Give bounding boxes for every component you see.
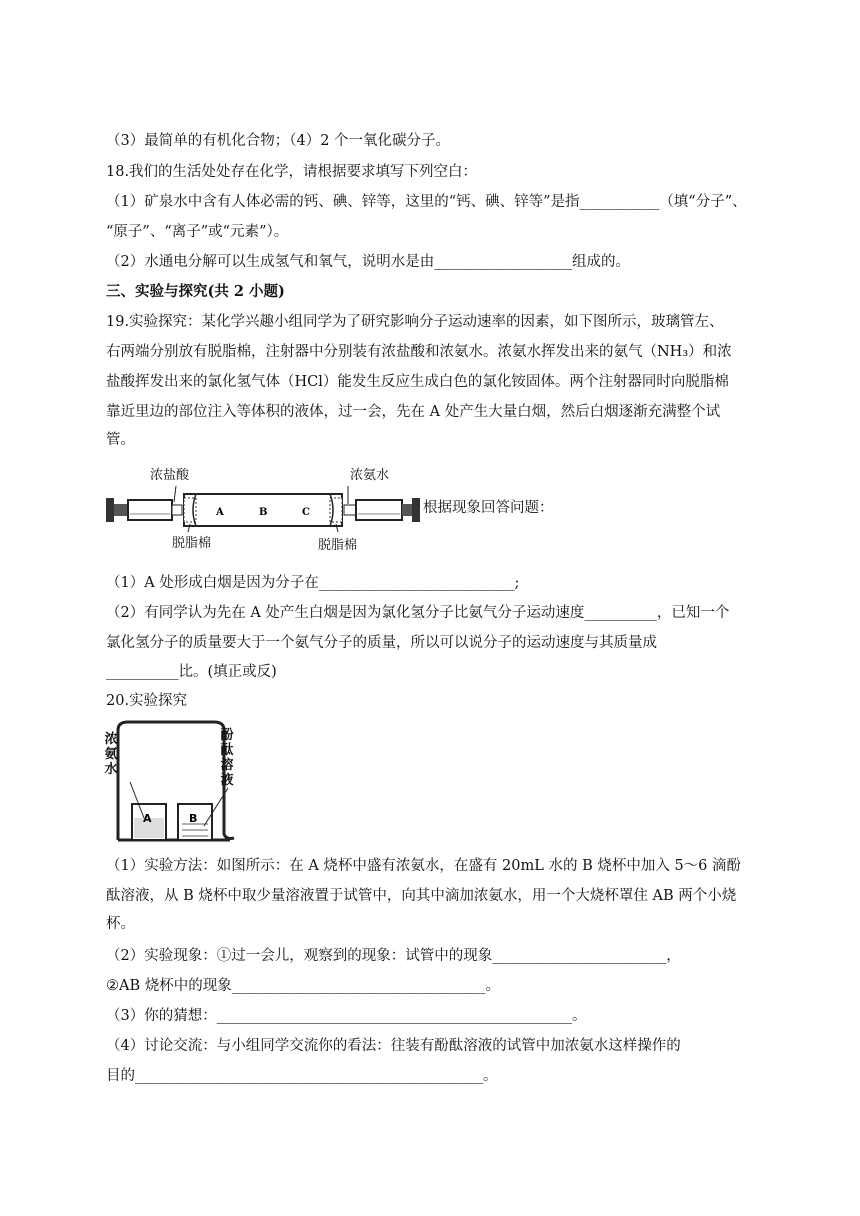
label-char: 浓: [104, 732, 118, 747]
tube-label-a: A: [216, 507, 224, 518]
right-plunger-end: [412, 498, 420, 522]
tube-label-c: C: [302, 507, 310, 518]
label-concentrated-hcl: 浓盐酸: [150, 468, 190, 483]
label-char: 溶: [220, 758, 234, 773]
text-line: （3）你的猜想：_________________________________________________。: [106, 1008, 587, 1024]
question-19-title: 19.实验探究：某化学兴趣小组同学为了研究影响分子运动速率的因素，如下图所示，玻璃管左、: [106, 314, 724, 330]
section-heading: 三、实验与探究(共 2 小题): [106, 283, 285, 300]
text-line: ②AB 烧杯中的现象___________________________________。: [106, 978, 500, 994]
left-syringe-barrel: [128, 500, 172, 520]
text-line: 目的________________________________________________。: [106, 1068, 498, 1084]
beaker-label-b: B: [189, 812, 198, 825]
figure-glass-tube-experiment: [104, 462, 424, 552]
text-line: 氯化氢分子的质量要大于一个氨气分子的质量，所以可以说分子的运动速度与其质量成: [106, 635, 657, 651]
left-plunger-end: [106, 498, 114, 522]
label-char: 酚: [220, 728, 234, 743]
text-line: 杯。: [106, 916, 135, 932]
label-cotton-left: 脱脂棉: [172, 536, 212, 551]
text-line: 靠近里边的部位注入等体积的液体，过一会，先在 A 处产生大量白烟，然后白烟逐渐充满整个试: [106, 404, 721, 420]
label-concentrated-ammonia: [104, 732, 118, 777]
figure-beaker-experiment: [104, 718, 236, 848]
text-line: 右两端分别放有脱脂棉，注射器中分别装有浓盐酸和浓氨水。浓氨水挥发出来的氨气（NH₃）和浓: [106, 344, 732, 360]
beaker-diagram: [104, 718, 236, 848]
right-plunger-rod: [402, 504, 412, 516]
text-line: （2）实验现象：①过一会儿，观察到的现象：试管中的现象________________________，: [106, 948, 681, 964]
text-line: （1）A 处形成白烟是因为分子在___________________________;: [106, 575, 520, 591]
text-line: （4）讨论交流：与小组同学交流你的看法：往装有酚酞溶液的试管中加浓氨水这样操作的: [106, 1038, 681, 1054]
text-line: “原子”、“离子”或“元素”）。: [106, 224, 289, 240]
right-syringe-barrel: [356, 500, 402, 520]
label-char: 酞: [220, 743, 234, 758]
right-syringe-nozzle: [344, 505, 356, 515]
beaker-label-a: A: [143, 812, 152, 825]
left-syringe-nozzle: [172, 505, 182, 515]
label-char: 液: [220, 773, 234, 788]
text-line: 盐酸挥发出来的氯化氢气体（HCl）能发生反应生成白色的氯化铵固体。两个注射器同时向脱脂棉: [106, 374, 729, 390]
text-line: （2）有同学认为先在 A 处产生白烟是因为氯化氢分子比氨气分子运动速度__________，已知一个: [106, 605, 730, 621]
tube-label-b: B: [259, 507, 268, 518]
left-plunger-rod: [114, 504, 128, 516]
label-cotton-right: 脱脂棉: [318, 538, 358, 553]
text-line: 酞溶液，从 B 烧杯中取少量溶液置于试管中，向其中滴加浓氨水，用一个大烧杯罩住 AB 两个小烧: [106, 888, 737, 904]
label-char: 水: [104, 762, 118, 777]
text-line: 管。: [106, 432, 135, 448]
figure-caption: 根据现象回答问题：: [423, 500, 554, 516]
text-line: __________比。(填正或反): [106, 664, 277, 680]
label-concentrated-ammonia: 浓氨水: [350, 468, 390, 483]
label-phenolphthalein-solution: [220, 728, 234, 788]
label-char: 氨: [104, 747, 118, 762]
text-line: （1）实验方法：如图所示：在 A 烧杯中盛有浓氨水，在盛有 20mL 水的 B 烧杯中加入 5～6 滴酚: [106, 858, 742, 874]
question-18-title: 18.我们的生活处处存在化学，请根据要求填写下列空白：: [106, 164, 478, 180]
text-line: （1）矿泉水中含有人体必需的钙、碘、锌等，这里的“钙、碘、锌等”是指___________（填“分子”、: [106, 194, 747, 210]
text-line: （2）水通电分解可以生成氢气和氧气，说明水是由___________________组成的。: [106, 254, 630, 270]
text-line: （3）最简单的有机化合物；（4）2 个一氧化碳分子。: [106, 133, 451, 149]
question-20-title: 20.实验探究: [106, 693, 188, 709]
pointer-hcl: [174, 486, 176, 502]
